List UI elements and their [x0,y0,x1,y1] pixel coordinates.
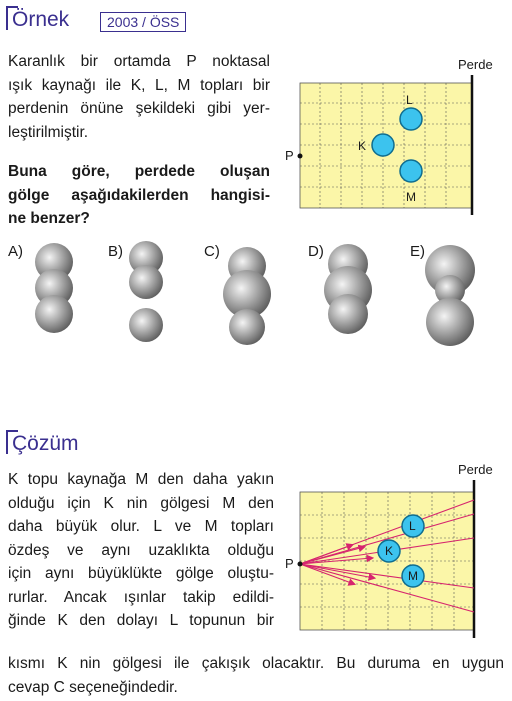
ball-m-label: M [406,190,416,204]
example-line-2: ışık kaynağı ile K, L, M topları bir [8,76,270,94]
solution-line-9: cevap C seçeneğindedir. [8,678,178,696]
source-point [298,154,303,159]
solution-line-5: için aynı büyüklükte gölge oluştu- [8,565,274,582]
example-paragraph [8,50,270,144]
example-line-4: leştirilmiştir. [8,123,89,141]
option-b-shadow[interactable] [129,241,163,342]
example-title: Örnek [12,8,70,31]
year-tag: 2003 / ÖSS [100,12,186,32]
option-d-shadow[interactable] [324,244,372,334]
option-b-label[interactable]: B) [108,243,123,260]
screen-label: Perde [458,462,493,477]
option-e-shadow[interactable] [425,245,475,346]
example-question [8,160,270,231]
question-line-2: gölge aşağıdakilerden hangisi- [8,186,270,204]
source-point [298,562,303,567]
source-label: P [285,556,294,571]
example-figure [282,55,504,215]
ball-m-label: M [408,569,418,583]
source-label: P [285,148,294,163]
ball-l-label: L [409,519,416,533]
solution-line-6: rurlar. Ancak ışınlar takip edildi- [8,588,274,606]
solution-line-2: olduğu için K nin gölgesi M den [8,494,274,512]
solution-figure [282,462,504,642]
ball-k [372,134,394,156]
options-row [0,238,512,350]
solution-line-7: ğinde K den dolayı L topunun bir [8,612,274,629]
solution-line-1: K topu kaynağa M den daha yakın [8,471,274,488]
example-line-1: Karanlık bir ortamda P noktasal [8,53,270,70]
solution-paragraph-wide [8,652,504,699]
solution-line-4: özdeş ve aynı uzaklıkta olduğu [8,541,274,559]
ball-l-label: L [406,93,413,107]
question-line-1: Buna göre, perdede oluşan [8,163,270,180]
ball-k-label: K [358,139,367,153]
option-a-shadow[interactable] [35,243,73,333]
ball-l [400,108,422,130]
option-a-label[interactable]: A) [8,243,23,260]
solution-line-3: daha büyük olur. L ve M topları [8,518,274,535]
example-line-3: perdenin önüne şekildeki gibi yer- [8,100,270,117]
option-e-label[interactable]: E) [410,243,425,260]
solution-paragraph-narrow [8,468,274,633]
option-c-shadow[interactable] [223,247,271,345]
ball-m [400,160,422,182]
screen-label: Perde [458,57,493,72]
option-c-label[interactable]: C) [204,243,220,260]
solution-title: Çözüm [12,432,79,455]
ball-k-label: K [385,544,394,558]
solution-line-8: kısmı K nin gölgesi ile çakışık olacaktır. Bu duruma en uygun [8,655,504,672]
option-d-label[interactable]: D) [308,243,324,260]
question-line-3: ne benzer? [8,210,90,227]
